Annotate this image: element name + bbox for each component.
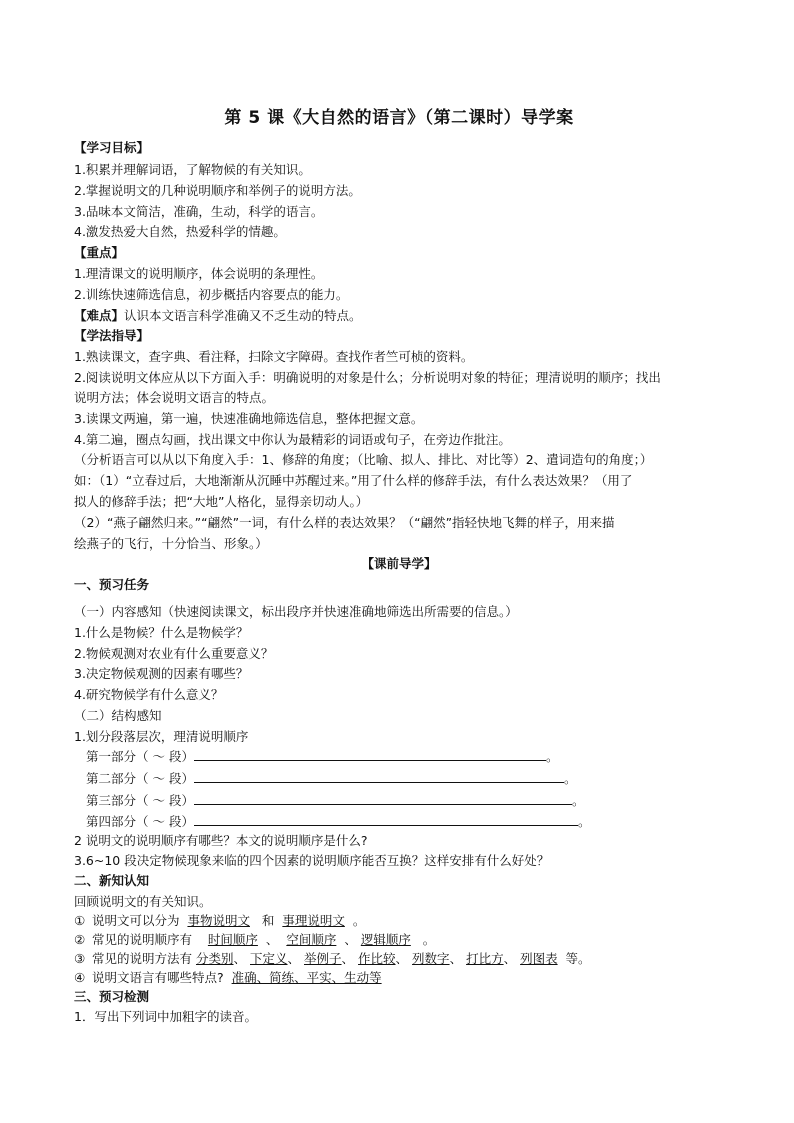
method-line: 如：（1）“立春过后，大地渐渐从沉睡中苏醒过来。”用了什么样的修辞手法，有什么表达效果？（用了 [74,473,633,488]
item-sep: 、 [449,951,463,966]
answer-text: 事理说明文 [282,913,345,928]
answer-text: 时间顺序 [207,932,258,947]
method-line: 1.熟读课文，查字典、看注释，扫除文字障碍。查找作者竺可桢的资料。 [74,349,474,364]
item-sep: 、 [344,932,357,947]
section1-heading: 一、预习任务 [74,577,150,592]
part-label: 第四部分（ ～ 段） [86,814,194,829]
preview-heading: 【课前导学】 [361,556,437,571]
method-line: （分析语言可以从以下角度入手：1、修辞的角度；（比喻、拟人、排比、对比等）2、遣词造句的角度；） [74,452,653,467]
key-point-item: 1.理清课文的说明顺序，体会说明的条理性。 [74,266,324,281]
answer-blank[interactable] [194,792,572,805]
knowledge-item-4 [74,970,382,986]
answer-text: 空间顺序 [286,932,337,947]
section3-q1: 1．写出下列词中加粗字的读音。 [74,1009,257,1024]
structure-part-4 [74,813,590,830]
key-points-heading: 【重点】 [74,245,125,260]
method-line: 2.阅读说明文体应从以下方面入手：明确说明的对象是什么；分析说明对象的特征；理清说明的顺序；找出 [74,370,661,385]
difficulty-heading: 【难点】 [74,308,125,323]
structure-intro: 1.划分段落层次，理清说明顺序 [74,729,249,744]
method-line: （2）“燕子翩然归来。”“翩然”一词，有什么样的表达效果？（“翩然”指轻快地飞舞的样子，用来描 [74,515,615,530]
method-answer: 列数字 [412,951,450,966]
objective-item: 3.品味本文简洁，准确，生动，科学的语言。 [74,204,324,219]
item-sep: 、 [287,951,301,966]
method-answer: 分类别 [195,951,234,966]
answer-blank[interactable] [194,748,546,761]
section1-sub2: （二）结构感知 [74,708,162,723]
structure-part-3 [74,792,584,809]
answer-blank[interactable] [194,813,578,826]
item-sep: 、 [233,951,247,966]
section1-q3: 3.6~10 段决定物候现象来临的四个因素的说明顺序能否互换？这样安排有什么好处？ [74,853,550,868]
item-number: ① [74,913,86,928]
item-connector: 和 [261,913,275,928]
part-label: 第三部分（ ～ 段） [86,793,194,808]
item-number: ③ [74,951,86,966]
question-item: 2.物候观测对农业有什么重要意义？ [74,646,274,661]
method-heading: 【学法指导】 [74,328,150,343]
answer-text: 准确、简练、平实、生动等 [231,970,382,985]
method-answer: 举例子 [304,951,342,966]
knowledge-item-3 [74,951,591,967]
item-prefix: 说明文语言有哪些特点? [91,970,224,985]
item-sep: 、 [503,951,517,966]
knowledge-item-1 [74,913,365,929]
part-label: 第一部分（ ～ 段） [86,749,194,764]
part-end: 。 [563,771,577,786]
item-end: 。 [352,913,366,928]
method-line: 4.第二遍，圈点勾画，找出课文中你认为最精彩的词语或句子，在旁边作批注。 [74,432,511,447]
section3-heading: 三、预习检测 [74,989,150,1004]
part-end: 。 [571,793,585,808]
method-line: 说明方法；体会说明文语言的特点。 [74,390,275,405]
method-line: 绘燕子的飞行，十分恰当、形象。） [74,536,268,551]
knowledge-item-2 [74,932,435,948]
item-number: ④ [74,970,86,985]
question-item: 3.决定物候观测的因素有哪些？ [74,666,249,681]
difficulty-text: 认识本文语言科学准确又不乏生动的特点。 [124,308,362,323]
method-answer: 下定义 [250,951,288,966]
method-answer: 打比方 [466,951,504,966]
page-title: 第 5 课《大自然的语言》（第二课时）导学案 [224,108,574,128]
item-end: 等。 [565,951,591,966]
objectives-heading: 【学习目标】 [74,140,150,155]
item-end: 。 [422,932,436,947]
method-line: 3.读课文两遍，第一遍，快速准确地筛选信息，整体把握文意。 [74,411,424,426]
question-item: 1.什么是物候？什么是物候学？ [74,625,249,640]
part-end: 。 [577,814,591,829]
part-label: 第二部分（ ～ 段） [86,771,194,786]
method-answer: 作比较 [358,951,396,966]
answer-text: 逻辑顺序 [360,932,411,947]
item-sep: 、 [265,932,279,947]
objective-item: 2.掌握说明文的几种说明顺序和举例子的说明方法。 [74,183,361,198]
difficulty-line [74,308,362,324]
section1-sub1: （一）内容感知（快速阅读课文，标出段序并快速准确地筛选出所需要的信息。） [74,604,518,619]
section2-heading: 二、新知认知 [74,873,150,888]
objective-item: 1.积累并理解词语，了解物候的有关知识。 [74,162,311,177]
method-answer: 列图表 [520,951,558,966]
item-prefix: 常见的说明方法有 [91,951,192,966]
item-sep: 、 [341,951,355,966]
item-prefix: 常见的说明顺序有 [91,932,192,947]
key-point-item: 2.训练快速筛选信息，初步概括内容要点的能力。 [74,287,349,302]
method-line: 拟人的修辞手法；把“大地”人格化，显得亲切动人。） [74,494,369,509]
item-sep: 、 [395,951,409,966]
structure-part-2 [74,770,576,787]
answer-text: 事物说明文 [187,913,250,928]
objective-item: 4.激发热爱大自然，热爱科学的情趣。 [74,224,286,239]
part-end: 。 [545,749,559,764]
item-number: ② [74,932,86,947]
section1-q2: 2 说明文的说明顺序有哪些？本文的说明顺序是什么? [74,833,368,848]
structure-part-1 [74,748,558,765]
section2-intro: 回顾说明文的有关知识。 [74,894,212,909]
answer-blank[interactable] [194,770,564,783]
question-item: 4.研究物候学有什么意义？ [74,687,224,702]
item-prefix: 说明文可以分为 [91,913,180,928]
